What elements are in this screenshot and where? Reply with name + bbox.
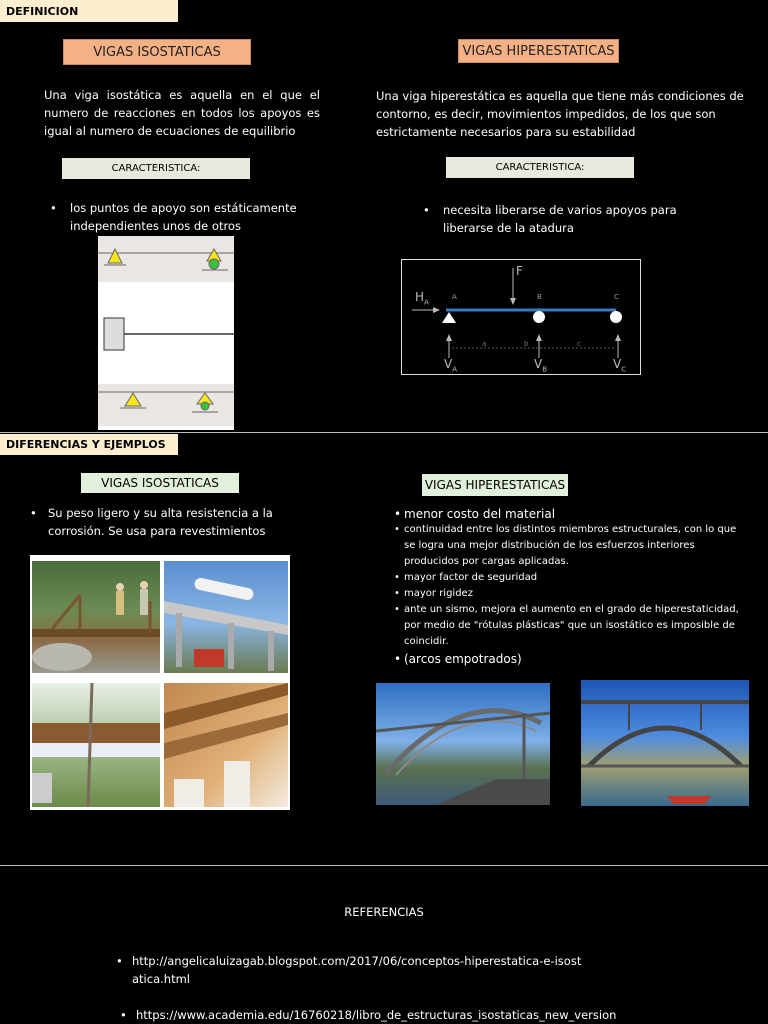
bullet-dot: •	[394, 507, 402, 521]
photo-arch-bridge-river	[581, 680, 749, 806]
point-b-label: B	[537, 293, 542, 301]
photo-timber-underside	[164, 683, 288, 807]
iso-examples-title: VIGAS ISOSTATICAS	[81, 473, 239, 493]
span-c-label: c	[577, 340, 581, 348]
section-tag-diferencias: DIFERENCIAS Y EJEMPLOS	[0, 434, 178, 455]
list-item	[394, 650, 746, 668]
h-label	[415, 289, 429, 310]
vb-subscript: B	[542, 365, 548, 374]
list-item	[394, 602, 746, 650]
hiper-beam-diagram	[401, 259, 641, 375]
iso-char-label: CARACTERISTICA:	[62, 158, 250, 179]
list-item-text: mayor factor de seguridad	[404, 572, 538, 583]
supports-drawing	[98, 236, 234, 430]
list-item-text: (arcos empotrados)	[404, 652, 522, 666]
section-divider	[0, 865, 768, 866]
park-bridge-sketch	[32, 683, 160, 807]
vc-label	[613, 357, 626, 373]
iso-char-text: los puntos de apoyo son estáticamente independientes unos de otros	[70, 201, 297, 233]
iso-supports-illustration	[98, 236, 234, 430]
h-letter: H	[415, 290, 425, 304]
point-a-label: A	[452, 293, 457, 301]
timber-sketch	[164, 683, 288, 807]
bullet-dot: •	[394, 572, 400, 583]
photo-arch-bridge-road	[376, 683, 550, 805]
reference-link[interactable]: http://angelicaluizagab.blogspot.com/2017/06/conceptos-hiperestatica-e-isostatica.html	[132, 954, 582, 986]
section-divider	[0, 432, 768, 433]
list-item-text: mayor rigidez	[404, 588, 473, 599]
va-label	[444, 357, 457, 373]
hiper-advantages-list	[394, 506, 746, 668]
span-b-label: b	[524, 340, 529, 348]
iso-char-bullet	[50, 199, 320, 235]
arch-bridge-river-sketch	[581, 680, 749, 806]
bullet-dot: •	[120, 1008, 127, 1022]
list-item-text: continuidad entre los distintos miembros estructurales, con lo que se logra una mejor distribución de los esfuerzos interiores producidos por cargas aplicadas.	[404, 524, 737, 567]
reference-link[interactable]: https://www.academia.edu/16760218/libro_de_estructuras_isostaticas_new_version	[136, 1008, 617, 1022]
hiper-char-text: necesita liberarse de varios apoyos para liberarse de la atadura	[443, 203, 677, 235]
list-item	[394, 570, 746, 586]
arch-bridge-road-sketch	[376, 683, 550, 805]
bullet-dot: •	[394, 524, 400, 535]
list-item-text: ante un sismo, mejora el aumento en el grado de hiperestaticidad, por medio de "rótulas plásticas" que un isostático es imposible de coincidir.	[404, 604, 739, 647]
iso-title-box: VIGAS ISOSTATICAS	[63, 39, 251, 65]
footbridge-sketch	[32, 561, 160, 673]
iso-definition: Una viga isostática es aquella en el que el numero de reacciones en todos los apoyos es igual al numero de ecuaciones de equilibrio	[44, 88, 320, 138]
reference-item	[120, 1006, 720, 1024]
bullet-dot: •	[30, 506, 37, 520]
bullet-dot: •	[423, 203, 430, 217]
iso-photo-collage	[30, 555, 290, 810]
vb-label	[534, 357, 547, 373]
bullet-dot: •	[116, 954, 123, 968]
bullet-dot: •	[394, 588, 400, 599]
hiper-char-bullet	[423, 201, 693, 237]
references-title: REFERENCIAS	[344, 905, 424, 919]
bullet-dot: •	[50, 201, 57, 215]
point-c-label: C	[614, 293, 619, 301]
vc-subscript: C	[621, 365, 627, 374]
vb-letter: V	[534, 357, 543, 371]
viaduct-sketch	[164, 561, 288, 673]
hiper-char-label: CARACTERISTICA:	[446, 157, 634, 178]
photo-wooden-footbridge	[32, 561, 160, 673]
va-subscript: A	[452, 365, 458, 374]
force-label: F	[516, 264, 523, 278]
hiper-title-box: VIGAS HIPERESTATICAS	[458, 39, 619, 63]
photo-monorail-viaduct	[164, 561, 288, 673]
bullet-dot: •	[394, 604, 400, 615]
hiper-definition: Una viga hiperestática es aquella que tiene más condiciones de contorno, es decir, movimientos impedidos, de los que son estrictamente necesarios para su estabilidad	[376, 89, 744, 139]
section-tag-definicion: DEFINICION	[0, 0, 178, 22]
va-letter: V	[444, 357, 453, 371]
photo-park-bridge	[32, 683, 160, 807]
h-subscript: A	[424, 298, 429, 307]
span-a-label: a	[482, 340, 487, 348]
iso-example-text: Su peso ligero y su alta resistencia a la corrosión. Se usa para revestimientos	[48, 506, 273, 538]
iso-example-bullet	[30, 504, 310, 540]
reference-item	[116, 952, 586, 988]
hiper-examples-title: VIGAS HIPERESTATICAS	[422, 474, 568, 496]
list-item	[394, 586, 746, 602]
list-item	[394, 506, 746, 522]
list-item	[394, 522, 746, 570]
bullet-dot: •	[394, 652, 402, 666]
vc-letter: V	[613, 357, 622, 371]
list-item-text: menor costo del material	[404, 507, 556, 521]
